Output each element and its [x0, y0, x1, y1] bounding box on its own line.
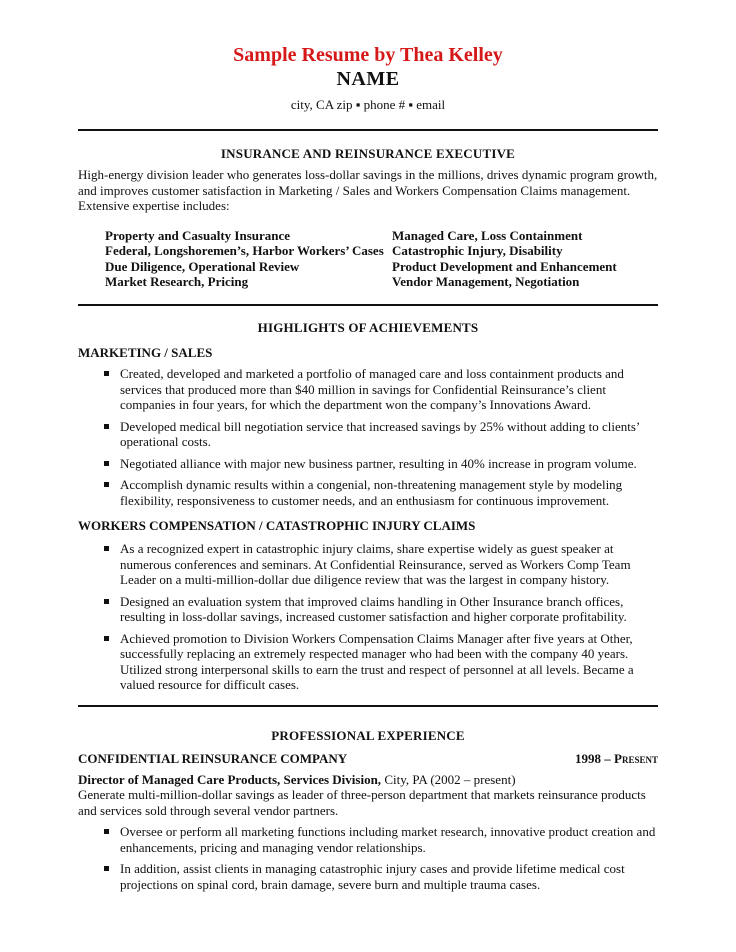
job-description: Generate multi-million-dollar savings as leader of three-person department that markets reinsurance products and services sold through several vendor partners. [78, 787, 646, 818]
list-item: Negotiated alliance with major new business partner, resulting in 40% increase in program volume. [78, 456, 660, 472]
bullet-icon [104, 424, 109, 429]
list-item: Created, developed and marketed a portfolio of managed care and loss containment products and services that produced more than $40 million in savings for Confidential Reinsurance’s client companies in four years, for which the department won the company’s Innovations Award. [78, 366, 660, 413]
divider [78, 304, 658, 306]
skill-item: Due Diligence, Operational Review [105, 258, 300, 274]
summary-text: High-energy division leader who generates loss-dollar savings in the millions, drives dynamic program growth, and improves customer satisfaction in Marketing / Sales and Workers Compensation Claims management. Extensive expertise includes: [78, 167, 658, 213]
bullet-icon [104, 461, 109, 466]
list-item: In addition, assist clients in managing catastrophic injury cases and provide lifetime medical cost projections on spinal cord, brain damage, severe burn and multiple trauma cases. [78, 861, 660, 892]
divider [78, 129, 658, 131]
list-item: Oversee or perform all marketing functions including market research, innovative product creation and enhancements, pricing and managing vendor relationships. [78, 824, 660, 855]
skill-item: Federal, Longshoremen’s, Harbor Workers’ Cases [105, 243, 384, 259]
list-item: Designed an evaluation system that improved claims handling in Other Insurance branch offices, resulting in loss-dollar savings, increased customer satisfaction and higher corporate profitability. [78, 594, 660, 625]
skill-item: Vendor Management, Negotiation [392, 273, 580, 289]
experience-heading: PROFESSIONAL EXPERIENCE [271, 728, 465, 743]
bullet-icon [104, 866, 109, 871]
skill-item: Product Development and Enhancement [392, 258, 617, 274]
document-title: Sample Resume by Thea Kelley [233, 44, 503, 66]
list-item: Developed medical bill negotiation service that increased savings by 25% without adding to clients’ operational costs. [78, 419, 660, 450]
bullet-icon [104, 482, 109, 487]
job-bullets [78, 824, 660, 898]
marketing-subheading: MARKETING / SALES [78, 345, 213, 360]
divider [78, 705, 658, 707]
job-role [78, 772, 658, 788]
candidate-name: NAME [336, 68, 400, 90]
company-name: CONFIDENTIAL REINSURANCE COMPANY [78, 751, 348, 766]
job-title: Director of Managed Care Products, Services Division, [78, 772, 382, 787]
skills-left-column [105, 228, 384, 289]
skill-item: Property and Casualty Insurance [105, 228, 291, 243]
contact-line: city, CA zip ▪ phone # ▪ email [290, 97, 446, 112]
workers-comp-bullets [78, 541, 660, 699]
summary-heading: INSURANCE AND REINSURANCE EXECUTIVE [220, 146, 516, 161]
bullet-icon [104, 636, 109, 641]
job-location: City, PA (2002 – present) [381, 772, 516, 787]
skill-item: Managed Care, Loss Containment [392, 228, 583, 243]
bullet-icon [104, 829, 109, 834]
list-item: Achieved promotion to Division Workers Compensation Claims Manager after five years at Other, successfully replacing an extremely respected manager who had been with the company 40 years. Utilized strong interpersonal skills to earn the trust and respect of personnel at all levels. Became a valued resource for difficult cases. [78, 631, 660, 693]
marketing-bullets [78, 366, 660, 514]
skills-right-column [392, 228, 617, 289]
skill-item: Catastrophic Injury, Disability [392, 243, 563, 259]
list-item: Accomplish dynamic results within a congenial, non-threatening management style by modeling flexibility, responsiveness to customer needs, and an enthusiasm for continuous improvement. [78, 477, 660, 508]
bullet-icon [104, 371, 109, 376]
employment-dates: 1998 – Present [575, 751, 658, 766]
achievements-heading: HIGHLIGHTS OF ACHIEVEMENTS [257, 320, 479, 335]
list-item: As a recognized expert in catastrophic injury claims, share expertise widely as guest speaker at numerous conferences and seminars. At Confidential Reinsurance, served as Workers Comp Team Leader on a multi-million-dollar due diligence review that was the largest in company history. [78, 541, 660, 588]
bullet-icon [104, 599, 109, 604]
workers-comp-subheading: WORKERS COMPENSATION / CATASTROPHIC INJURY CLAIMS [78, 518, 476, 533]
bullet-icon [104, 546, 109, 551]
skill-item: Market Research, Pricing [105, 273, 249, 289]
